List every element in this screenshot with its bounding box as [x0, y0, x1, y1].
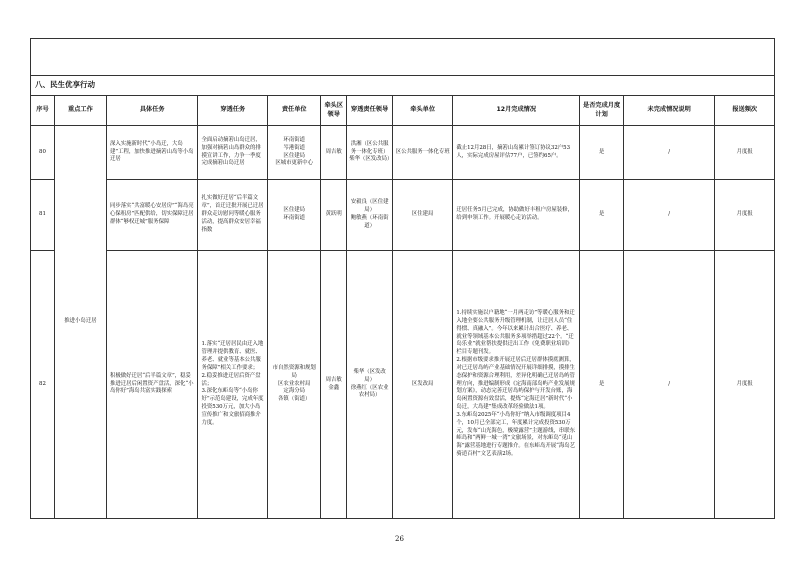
- header-lead-unit: 牵头单位: [393, 96, 453, 126]
- row-penetrate-leader: 洪湘（区公共服务一体化专班） 柴华（区发改局）: [347, 126, 393, 180]
- group-label: 推进小岛迁居: [54, 126, 106, 519]
- table-row: [31, 126, 775, 180]
- row-status: 迁居任务5月已完成，协助做好丰租户房屋装修，给到申领工作。开展暖心走访活动。: [453, 180, 580, 251]
- row-freq: 月度报: [715, 126, 775, 180]
- work-plan-table: [30, 38, 775, 519]
- row-lead-leader: 黄跃明: [321, 180, 347, 251]
- row-freq: 月度报: [715, 251, 775, 519]
- header-status: 12月完成情况: [453, 96, 580, 126]
- header-note: 未完成情况说明: [623, 96, 715, 126]
- row-task: 积极做好迁居“后半篇文章”，稳妥推进迁居后闲置资产盘活，深化“小岛你好”海岛共富实践探索: [106, 251, 198, 519]
- row-lead-unit: 区公共服务一体化专班: [393, 126, 453, 180]
- row-task: 深入实施新时代“小岛迁，大岛建”工程，加快推进摘箬山岛等小岛迁居: [106, 126, 198, 180]
- row-lead-leader: 周吉敏 金鑫: [321, 251, 347, 519]
- row-penetrate: 全面启动摘箬山岛迁居，加强对摘箬山岛群众的排摸宣讲工作，力争一季度完成摘箬山岛迁居: [198, 126, 268, 180]
- row-done: 是: [580, 180, 624, 251]
- row-note: /: [623, 126, 715, 180]
- header-units: 责任单位: [268, 96, 321, 126]
- row-lead-unit: 区住建局: [393, 180, 453, 251]
- header-key-work: 重点工作: [54, 96, 106, 126]
- table-row: [31, 251, 775, 519]
- row-units: 区住建局 环南街道: [268, 180, 321, 251]
- row-note: /: [623, 251, 715, 519]
- row-done: 是: [580, 126, 624, 180]
- row-penetrate: 1.落实“迁居居民由迁入地管理并提供教育、就医、养老、就业等基本公共服务保障”相关工作要求； 2.稳妥推进迁居后资产盘活； 3.深化东岠岛等“小岛你好”示范岛建设，完成年度投资530万元，加大小岛宣传推广和文旅招商推介力度。: [198, 251, 268, 519]
- page-number: 26: [395, 535, 404, 543]
- header-row: [31, 96, 775, 126]
- section-title: 八、民生优享行动: [31, 76, 775, 96]
- row-penetrate-leader: 柴华（区发改局） 徐燕红（区农业农村局）: [347, 251, 393, 519]
- row-no: 81: [31, 180, 55, 251]
- header-no: 序号: [31, 96, 55, 126]
- document-page: [30, 38, 775, 519]
- row-task: 同步落实“共富暖心安居房”“海岛亮心保租房”匹配供给，切实保障迁居群体“够权迁城”服务保障: [106, 180, 198, 251]
- table-row: [31, 180, 775, 251]
- header-penetrate-task: 穿透任务: [198, 96, 268, 126]
- row-no: 82: [31, 251, 55, 519]
- row-lead-leader: 周吉敏: [321, 126, 347, 180]
- blank-row: [31, 39, 775, 76]
- header-task: 具体任务: [106, 96, 198, 126]
- row-no: 80: [31, 126, 55, 180]
- row-done: 是: [580, 251, 624, 519]
- header-freq: 报送频次: [715, 96, 775, 126]
- row-units: 环南街道 岑港街道 区住建局 区城市更新中心: [268, 126, 321, 180]
- row-penetrate: 扎实做好迁居“后半篇文章”，首迁迁批开展已迁居群众走访慰问等暖心服务活动，提高群众安居幸福指数: [198, 180, 268, 251]
- row-freq: 月度报: [715, 180, 775, 251]
- header-done: 是否完成月度计划: [580, 96, 624, 126]
- row-units: 市自然资源和规划局 区农业农村局 定海分局 各镇（街道）: [268, 251, 321, 519]
- row-status: 截止12月28日，摘箬山岛累计签订协议32户53人，实际完成房屋评估77户，已签约65户。: [453, 126, 580, 180]
- section-row: [31, 76, 775, 96]
- row-note: /: [623, 180, 715, 251]
- header-penetrate-leader: 穿透责任领导: [347, 96, 393, 126]
- row-lead-unit: 区发改局: [393, 251, 453, 519]
- header-lead-leader: 牵头区领导: [321, 96, 347, 126]
- row-penetrate-leader: 安毅良（区住建局） 鲍敏燕（环南街道）: [347, 180, 393, 251]
- row-status: 1.持续实施以户籍地“一月两走访”等暖心服务和迁入地全要公共服务升级管理机制，让迁居人员“住得惯、真融入”。今年以来累计出合医疗、养老、就业等领域基本公共服务多项举措超过22个。“迁岛乐业”就业帮扶提供迁出工作《免费职业培训》栏目专题刊发。 2.根据市级要求推开展迁居后迁居群体摸底测算，对已迁居岛屿产业基础情况开展详细排摸，摸排生态保护和资源合理利用，差异化明确已迁居岛屿管理方向，推进编制形成《定海南部岛屿产业发展规划方案》，动态完善迁居岛屿保护与开发台账，海岛闲置资源有效盘活，提炼“定海迁居”新时代“小岛迁，大岛建”集成改革经验做法1项。 3.东岠岛2025年“小岛你好”纳入市级调度项目4个，10月已全部完工，年度累计完成投资530万元，发布“山光海色，极境露营”主题游线，串联东岠岛和“两鲜一城一湾”文旅场景，对东岠岛“觅山海”露营基地进行专题推介。在东岠岛开展“海岛艺骑逍百村”文艺表演2场。: [453, 251, 580, 519]
